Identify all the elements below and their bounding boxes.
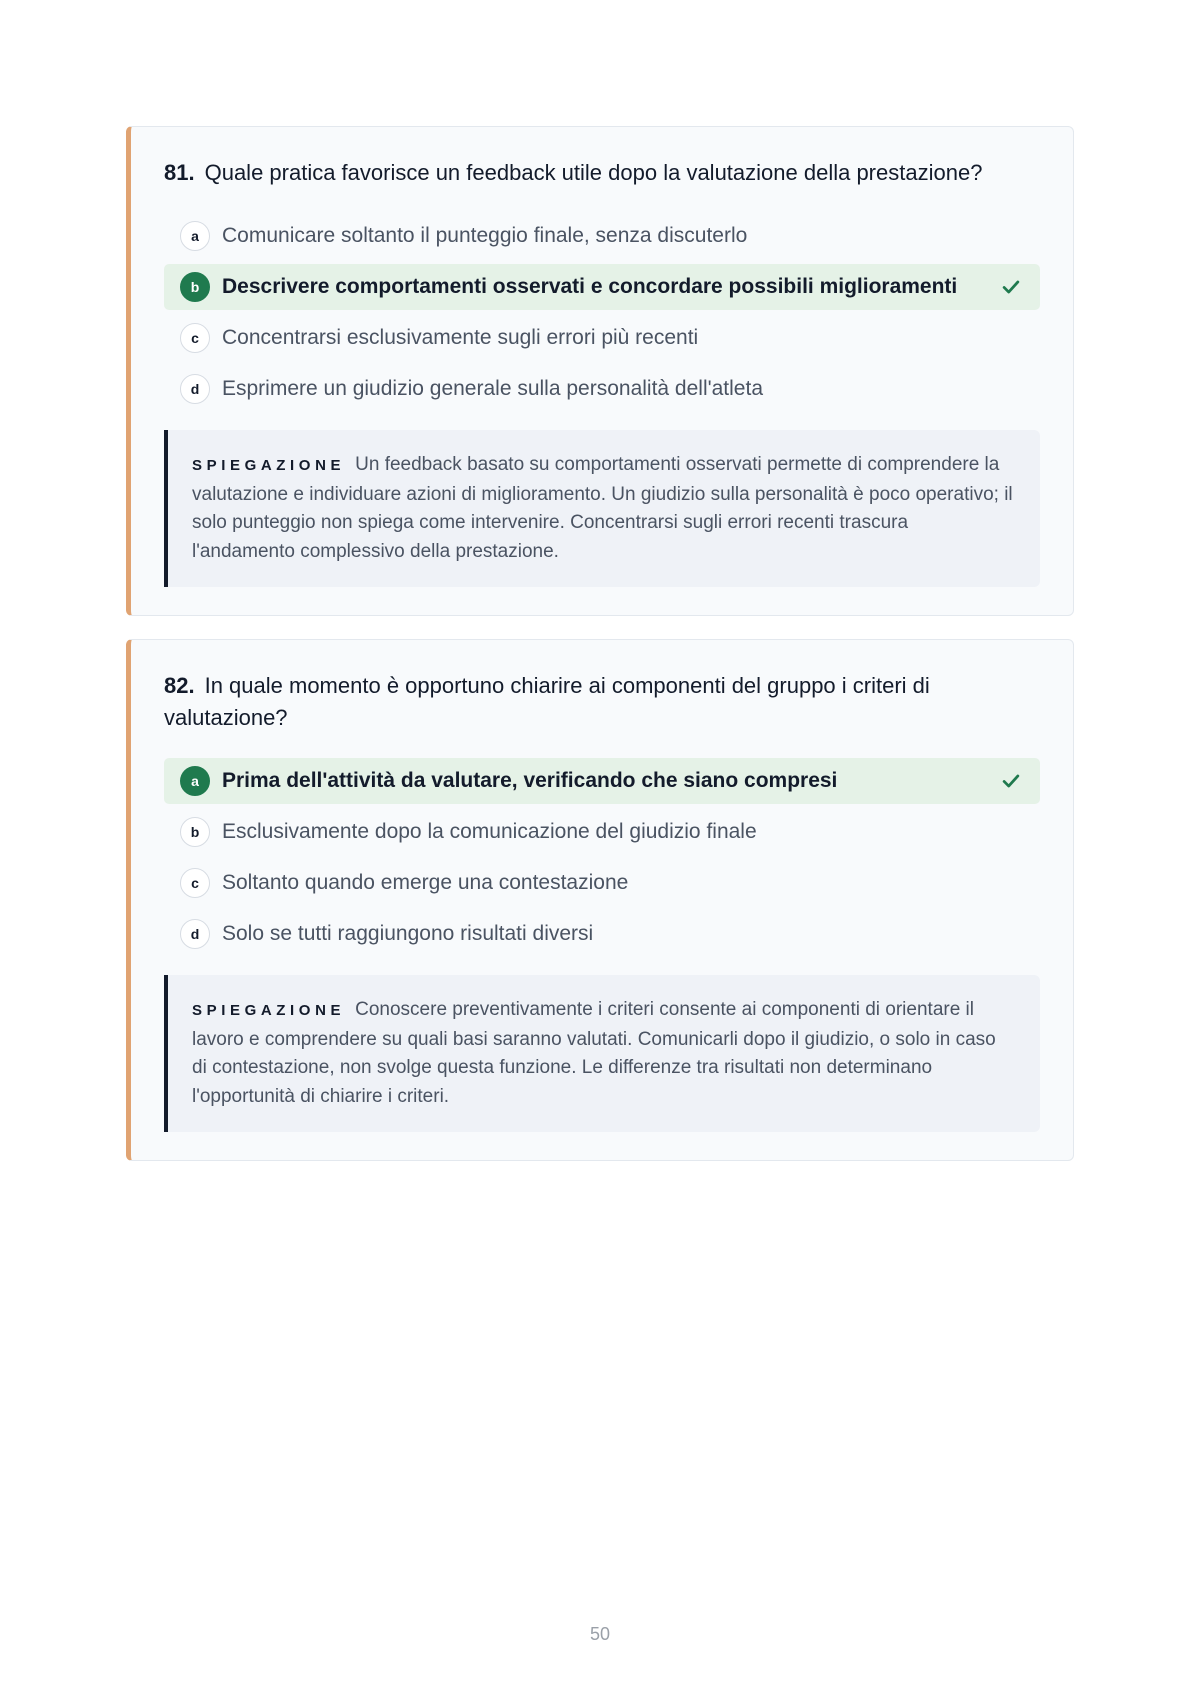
question-card-81 [126, 126, 1074, 616]
option-text: Solo se tutti raggiungono risultati diversi [222, 922, 594, 945]
option-text: Concentrarsi esclusivamente sugli errori più recenti [222, 326, 699, 349]
option-a-correct[interactable] [164, 758, 1040, 804]
option-text: Comunicare soltanto il punteggio finale, senza discuterlo [222, 224, 748, 247]
checkmark-icon [1000, 276, 1022, 298]
question-text: Quale pratica favorisce un feedback utile dopo la valutazione della prestazione? [204, 160, 983, 185]
option-d[interactable] [164, 366, 1040, 412]
explanation-label: SPIEGAZIONE [192, 457, 346, 474]
option-letter-badge: b [180, 272, 210, 302]
option-letter-badge: a [180, 221, 210, 251]
option-letter-badge: a [180, 766, 210, 796]
option-list [164, 213, 1040, 412]
option-c[interactable] [164, 860, 1040, 906]
option-letter-badge: c [180, 323, 210, 353]
option-text: Prima dell'attività da valutare, verificando che siano compresi [222, 769, 838, 792]
explanation-label: SPIEGAZIONE [192, 1002, 346, 1019]
option-list [164, 758, 1040, 957]
option-text: Esclusivamente dopo la comunicazione del giudizio finale [222, 820, 757, 843]
explanation-box [164, 975, 1040, 1132]
option-b[interactable] [164, 809, 1040, 855]
option-b-correct[interactable] [164, 264, 1040, 310]
question-title [164, 670, 1040, 734]
option-letter-badge: d [180, 919, 210, 949]
option-c[interactable] [164, 315, 1040, 361]
question-card-82 [126, 639, 1074, 1161]
question-text: In quale momento è opportuno chiarire ai componenti del gruppo i criteri di valutazione? [164, 673, 930, 730]
question-title [164, 157, 1040, 189]
explanation-box [164, 430, 1040, 587]
option-text: Soltanto quando emerge una contestazione [222, 871, 629, 894]
option-letter-badge: c [180, 868, 210, 898]
option-letter-badge: b [180, 817, 210, 847]
explanation-text: Un feedback basato su comportamenti osservati permette di comprendere la valutazione e individuare azioni di miglioramento. Un giudizio sulla personalità è poco operativo; il solo punteggio non spiega come intervenire. Concentrarsi sugli errori recenti trascura l'andamento complessivo della prestazione. [192, 454, 1013, 562]
option-letter-badge: d [180, 374, 210, 404]
option-d[interactable] [164, 911, 1040, 957]
question-number: 81. [164, 160, 195, 185]
question-number: 82. [164, 673, 195, 698]
option-text: Descrivere comportamenti osservati e concordare possibili miglioramenti [222, 275, 958, 298]
option-text: Esprimere un giudizio generale sulla personalità dell'atleta [222, 377, 763, 400]
option-a[interactable] [164, 213, 1040, 259]
explanation-text: Conoscere preventivamente i criteri consente ai componenti di orientare il lavoro e comprendere su quali basi saranno valutati. Comunicarli dopo il giudizio, o solo in caso di contestazione, non svolge questa funzione. Le differenze tra risultati non determinano l'opportunità di chiarire i criteri. [192, 999, 996, 1107]
checkmark-icon [1000, 770, 1022, 792]
page-number: 50 [589, 1624, 611, 1644]
